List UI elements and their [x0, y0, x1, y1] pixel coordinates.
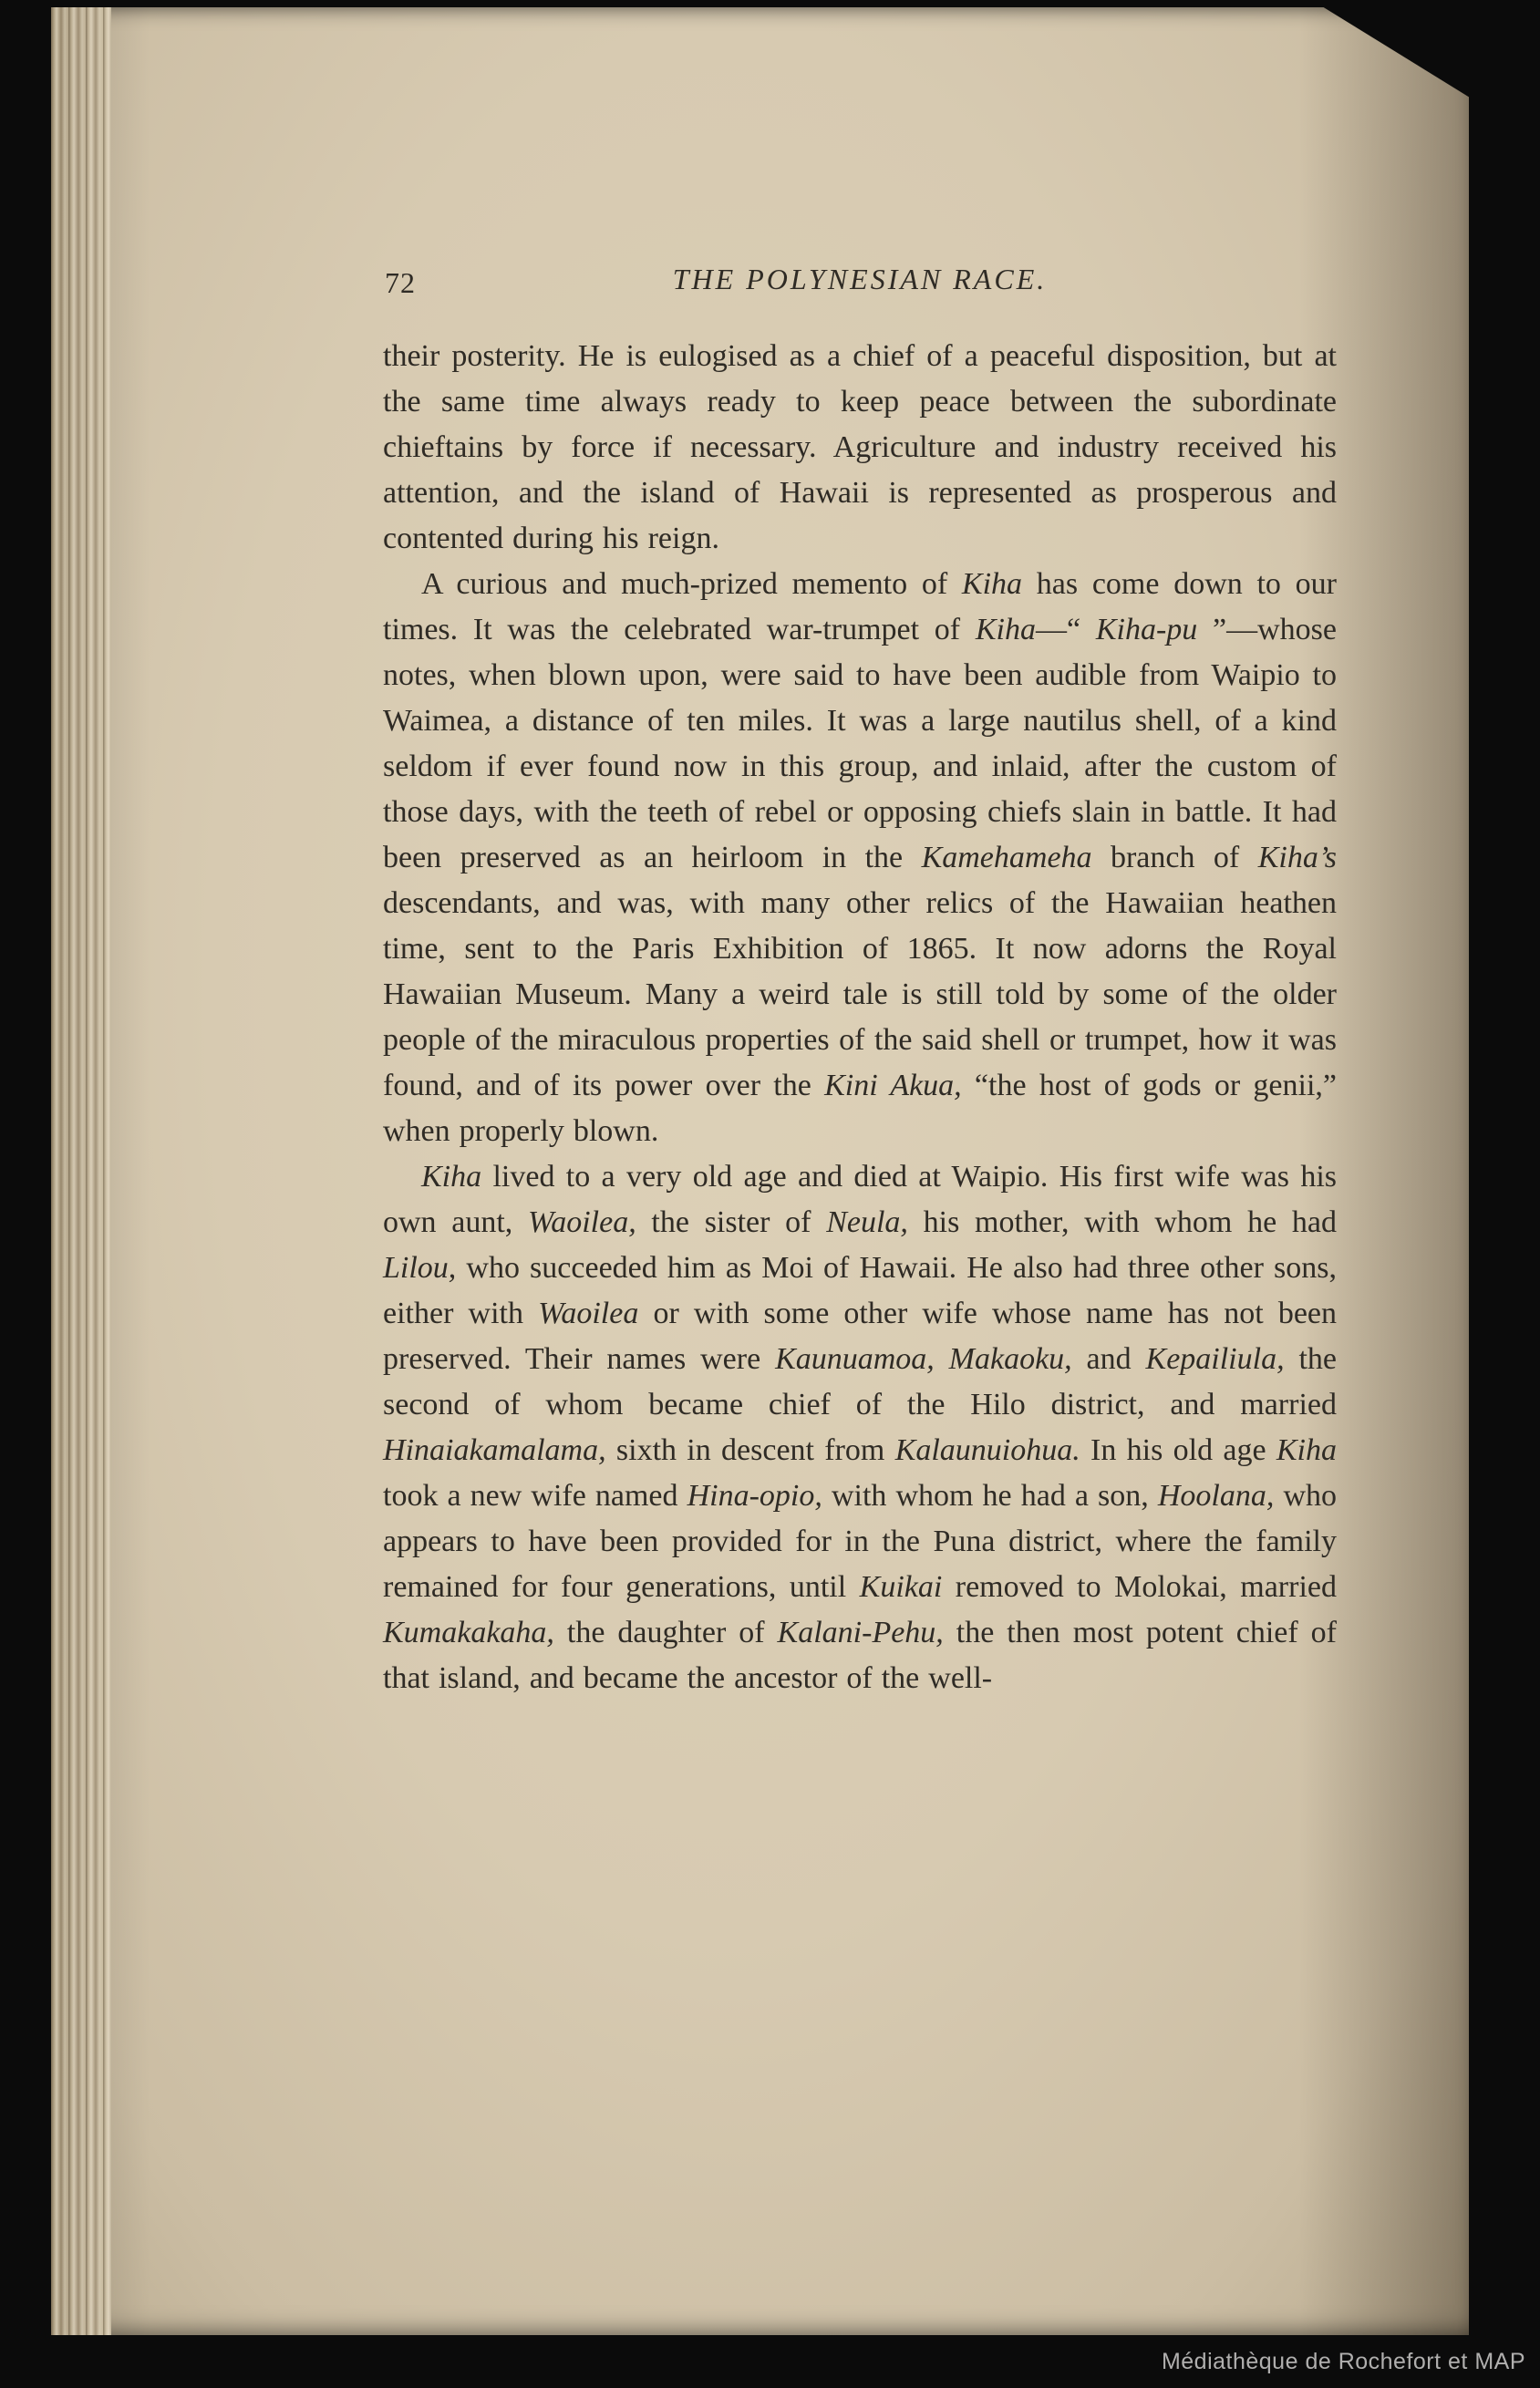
- watermark: Médiathèque de Rochefort et MAP: [1161, 2349, 1525, 2374]
- page-stack-edge: [51, 7, 111, 2335]
- page-header: [383, 263, 1337, 305]
- paragraph: their posterity. He is eulogised as a chief of a peaceful disposition, but at the same time always ready to keep peace between the subordinate chieftains by force if necessary. Agriculture and industry received his attention, and the island of Hawaii is represented as prosperous and contented during his reign.: [383, 339, 1337, 555]
- page-number: 72: [385, 266, 416, 299]
- running-title: THE POLYNESIAN RACE.: [672, 263, 1048, 295]
- page-corner-shadow: [1322, 6, 1470, 98]
- text-block: [383, 334, 1337, 1701]
- paragraph: A curious and much-prized memento of Kiha has come down to our times. It was the celebrated war-trumpet of Kiha—“ Kiha-pu ”—whose notes, when blown upon, were said to have been audible from Waipio to Waimea, a distance of ten miles. It was a large nautilus shell, of a kind seldom if ever found now in this group, and inlaid, after the custom of those days, with the teeth of rebel or opposing chiefs slain in battle. It had been preserved as an heirloom in the Kamehameha branch of Kiha’s descendants, and was, with many other relics of the Hawaiian heathen time, sent to the Paris Exhibition of 1865. It now adorns the Royal Hawaiian Museum. Many a weird tale is still told by some of the older people of the miraculous properties of the said shell or trumpet, how it was found, and of its power over the Kini Akua, “the host of gods or genii,” when properly blown.: [383, 567, 1338, 1148]
- page-content: [383, 263, 1337, 1701]
- book-page: [51, 7, 1469, 2335]
- paragraph: Kiha lived to a very old age and died at Waipio. His first wife was his own aunt, Waoilea, the sister of Neula, his mother, with whom he had Lilou, who succeeded him as Moi of Hawaii. He also had three other sons, either with Waoilea or with some other wife whose name has not been preserved. Their names were Kaunuamoa, Makaoku, and Kepailiula, the second of whom became chief of the Hilo district, and married Hinaiakamalama, sixth in descent from Kalaunuiohua. In his old age Kiha took a new wife named Hina-opio, with whom he had a son, Hoolana, who appears to have been provided for in the Puna district, where the family remained for four generations, until Kuikai removed to Molokai, married Kumakakaha, the daughter of Kalani-Pehu, the then most potent chief of that island, and became the ancestor of the well-: [383, 1160, 1338, 1695]
